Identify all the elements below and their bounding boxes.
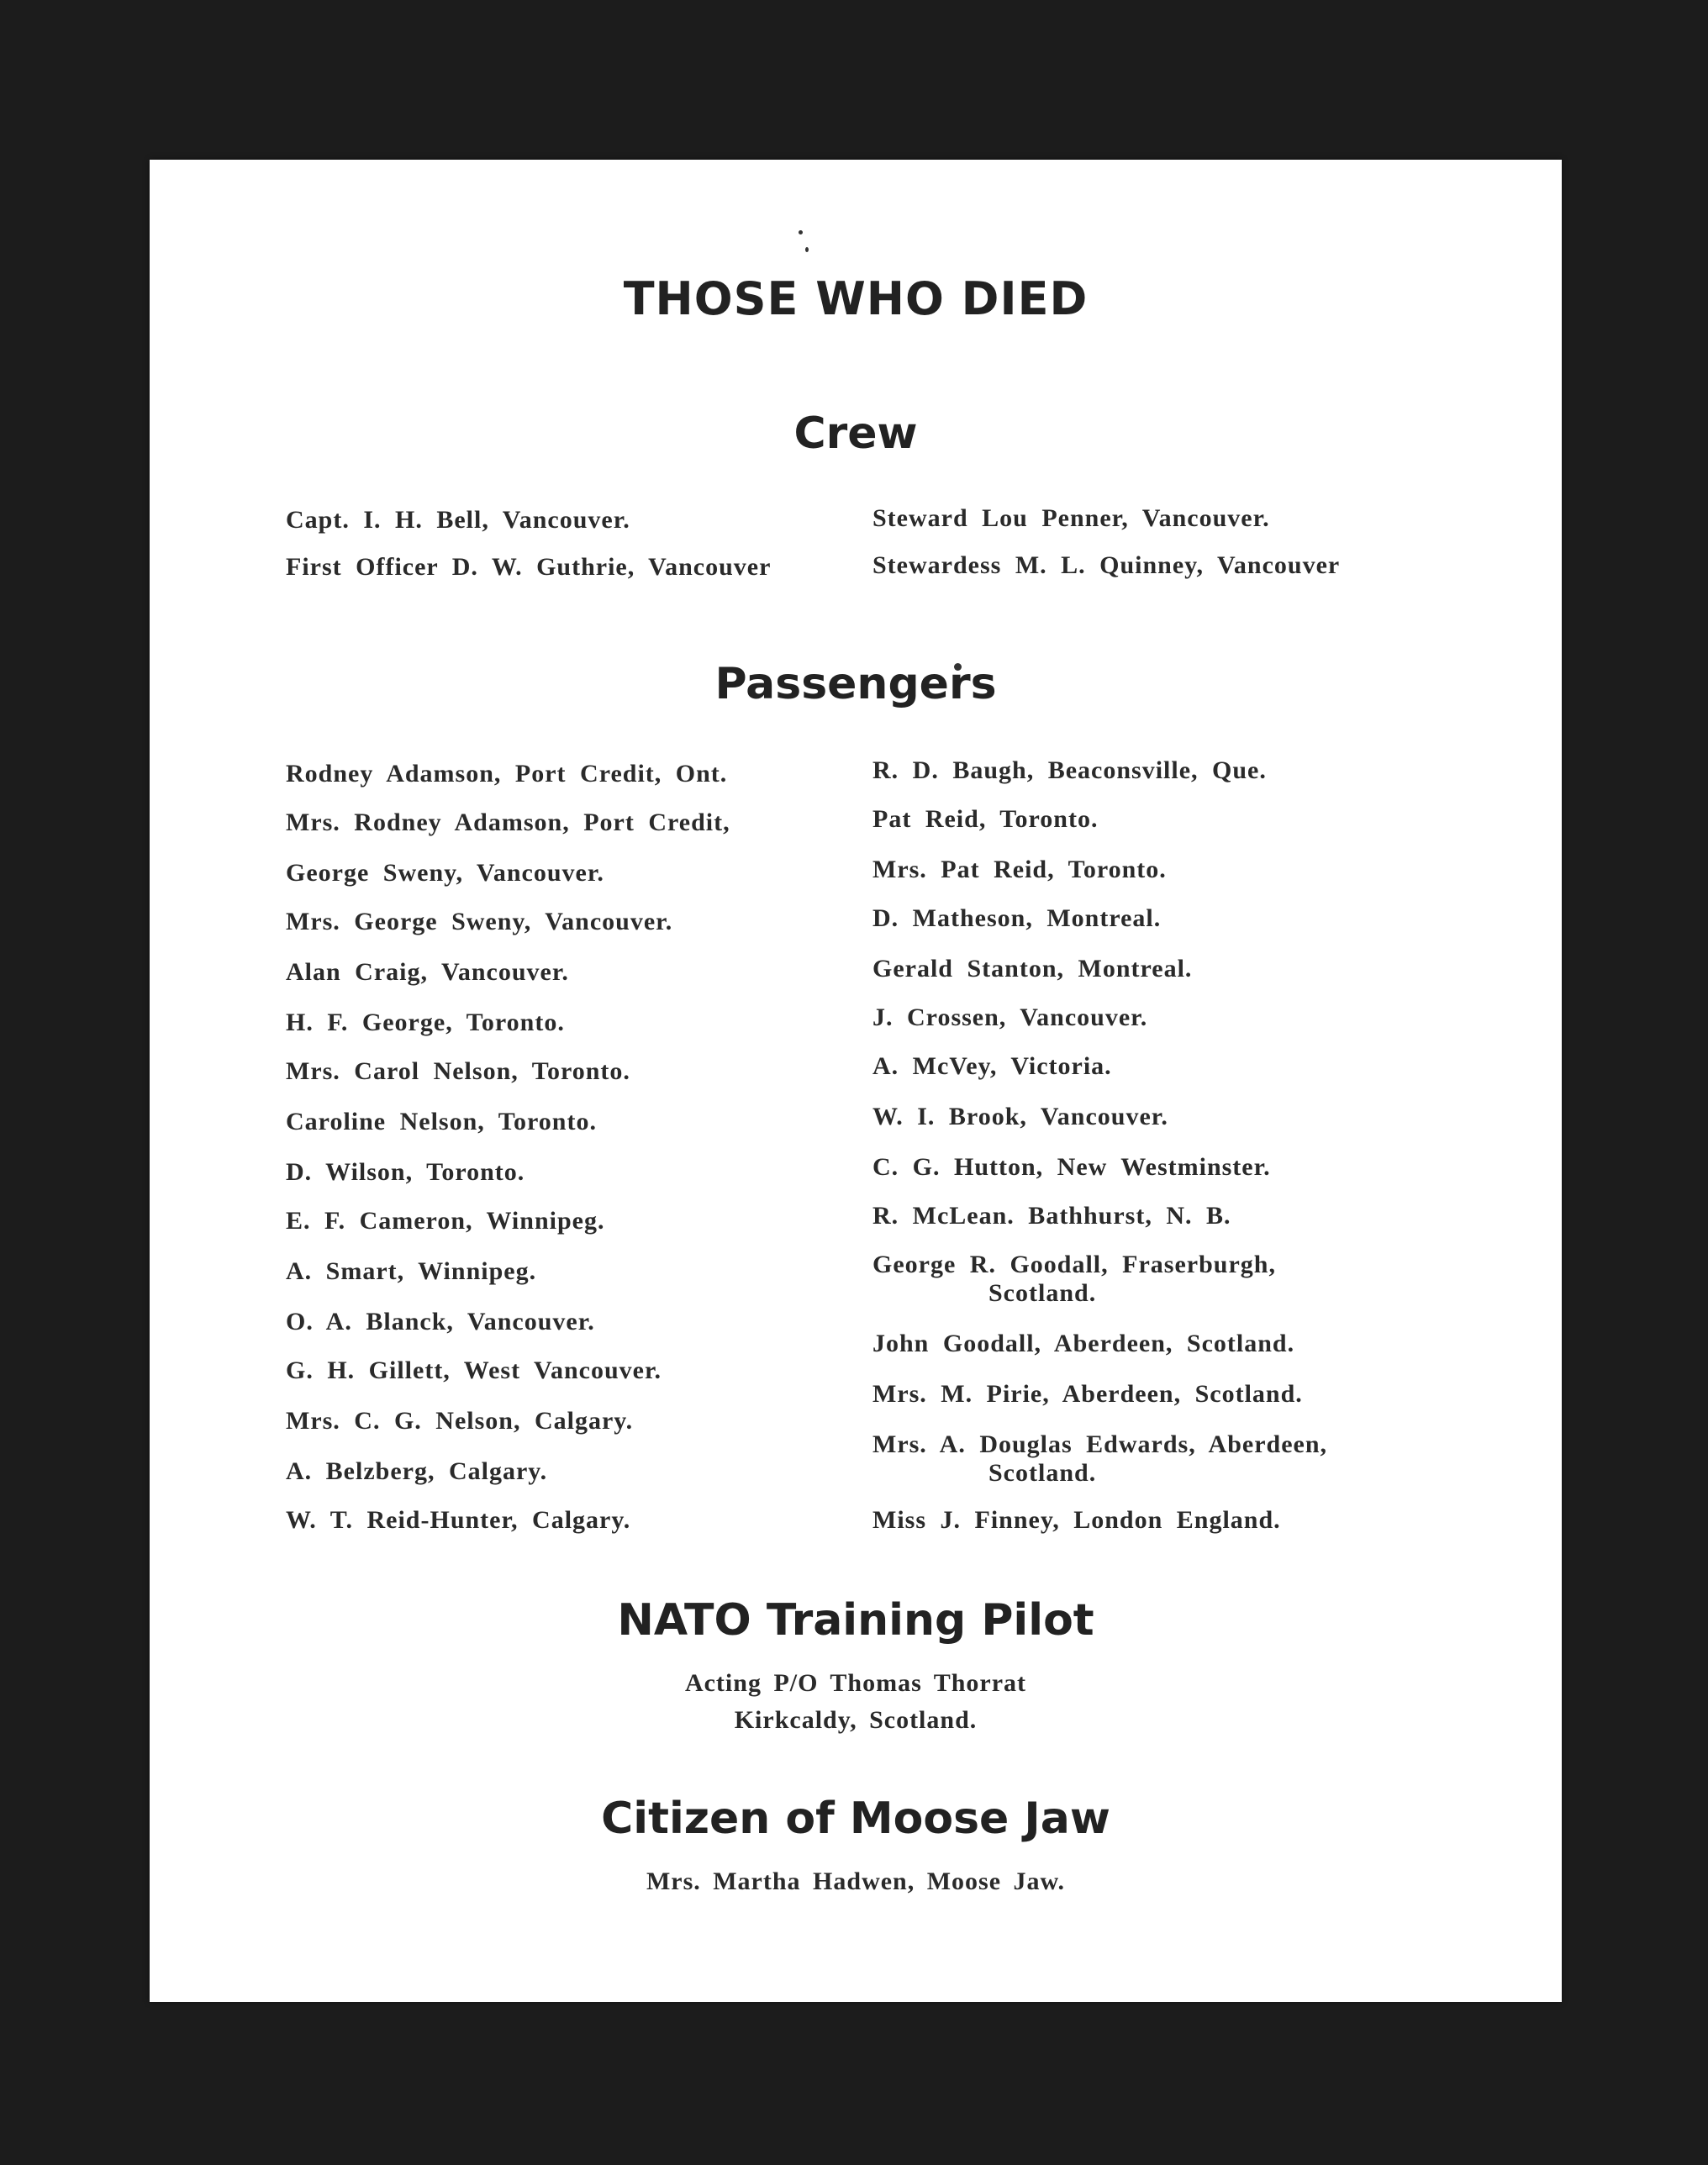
- passenger-entry: Mrs. Carol Nelson, Toronto.: [286, 1057, 630, 1085]
- passenger-entry: A. McVey, Victoria.: [872, 1052, 1112, 1080]
- passenger-entry: Mrs. C. G. Nelson, Calgary.: [286, 1407, 634, 1435]
- crew-entry: First Officer D. W. Guthrie, Vancouver: [286, 553, 772, 581]
- crew-entry: Capt. I. H. Bell, Vancouver.: [286, 506, 630, 534]
- citizen-line: Mrs. Martha Hadwen, Moose Jaw.: [646, 1867, 1066, 1895]
- passenger-entry: Gerald Stanton, Montreal.: [872, 955, 1193, 982]
- passenger-entry: G. H. Gillett, West Vancouver.: [286, 1356, 662, 1384]
- passengers-heading: Passengers: [714, 659, 997, 709]
- passenger-entry: R. D. Baugh, Beaconsville, Que.: [872, 756, 1267, 784]
- crew-heading: Crew: [793, 408, 918, 459]
- passenger-entry: O. A. Blanck, Vancouver.: [286, 1308, 595, 1335]
- passenger-entry: D. Matheson, Montreal.: [872, 904, 1162, 932]
- passenger-entry: George Sweny, Vancouver.: [286, 859, 604, 887]
- page-title: THOSE WHO DIED: [623, 272, 1089, 325]
- passenger-entry: Mrs. Rodney Adamson, Port Credit,: [286, 809, 730, 836]
- passenger-entry: John Goodall, Aberdeen, Scotland.: [872, 1330, 1295, 1357]
- passenger-entry: R. McLean. Bathhurst, N. B.: [872, 1202, 1231, 1230]
- print-speck: [799, 230, 803, 234]
- passenger-entry: H. F. George, Toronto.: [286, 1009, 565, 1036]
- passenger-entry: George R. Goodall, Fraserburgh,: [872, 1251, 1276, 1278]
- passenger-entry: Mrs. M. Pirie, Aberdeen, Scotland.: [872, 1380, 1303, 1408]
- passenger-entry: Alan Craig, Vancouver.: [286, 958, 569, 986]
- passenger-entry: Pat Reid, Toronto.: [872, 805, 1099, 833]
- print-speck: [805, 247, 809, 252]
- passenger-entry: Caroline Nelson, Toronto.: [286, 1108, 597, 1135]
- passenger-entry: Rodney Adamson, Port Credit, Ont.: [286, 760, 728, 788]
- passenger-entry: Mrs. George Sweny, Vancouver.: [286, 908, 673, 935]
- passenger-entry: E. F. Cameron, Winnipeg.: [286, 1207, 605, 1235]
- passenger-entry: C. G. Hutton, New Westminster.: [872, 1153, 1271, 1181]
- passenger-entry: A. Smart, Winnipeg.: [286, 1257, 537, 1285]
- passenger-entry: W. I. Brook, Vancouver.: [872, 1103, 1168, 1130]
- passenger-entry: A. Belzberg, Calgary.: [286, 1457, 548, 1485]
- passenger-entry-continuation: Scotland.: [988, 1459, 1097, 1487]
- passenger-entry: Miss J. Finney, London England.: [872, 1506, 1281, 1534]
- passenger-entry: J. Crossen, Vancouver.: [872, 1003, 1148, 1031]
- crew-entry: Stewardess M. L. Quinney, Vancouver: [872, 551, 1341, 579]
- passenger-entry-continuation: Scotland.: [988, 1279, 1097, 1307]
- nato-line: Acting P/O Thomas Thorrat: [684, 1669, 1027, 1697]
- crew-entry: Steward Lou Penner, Vancouver.: [872, 504, 1270, 532]
- nato-heading: NATO Training Pilot: [617, 1595, 1094, 1646]
- citizen-heading: Citizen of Moose Jaw: [601, 1794, 1110, 1844]
- passenger-entry: D. Wilson, Toronto.: [286, 1158, 525, 1186]
- nato-line: Kirkcaldy, Scotland.: [734, 1706, 978, 1734]
- passenger-entry: W. T. Reid-Hunter, Calgary.: [286, 1506, 631, 1534]
- passenger-entry: Mrs. A. Douglas Edwards, Aberdeen,: [872, 1430, 1328, 1458]
- passenger-entry: Mrs. Pat Reid, Toronto.: [872, 856, 1167, 883]
- memorial-page: [150, 160, 1562, 2002]
